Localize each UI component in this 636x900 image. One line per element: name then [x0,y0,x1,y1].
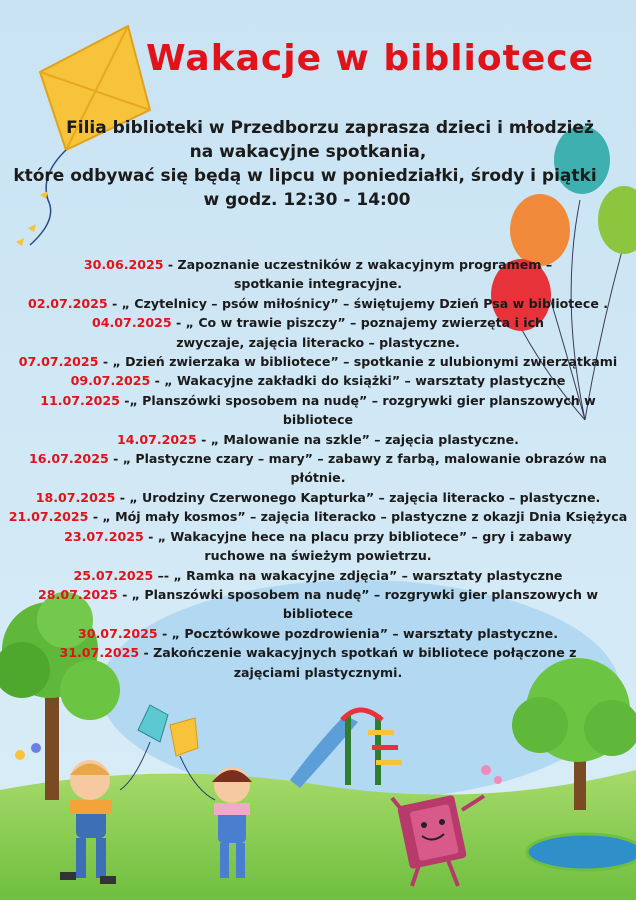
program-date: 30.06.2025 [83,257,164,272]
program-text: - „ Dzień zwierzaka w bibliotece” – spotkanie z ulubionymi zwierzątkami [98,354,618,370]
program-text: -„ Planszówki sposobem na nudę” – rozgrywki gier planszowych w bibliotece [119,392,596,428]
program-item [6,527,630,566]
program-date: 21.07.2025 [8,509,89,525]
program-text: –- „ Ramka na wakacyjne zdjęcia” – warsztaty plastyczne [153,567,563,583]
program-text: - „ Wakacyjne hece na placu przy bibliotece” – gry i zabawy ruchowe na świeżym powietrzu. [143,528,572,564]
program-item [6,624,630,643]
program-date: 02.07.2025 [27,295,108,311]
program-text: - „ Planszówki sposobem na nudę” – rozgrywki gier planszowych w bibliotece [117,586,598,622]
program-item [6,507,630,526]
program-date: 30.07.2025 [78,625,158,641]
intro-text [0,116,636,212]
program-date: 31.07.2025 [59,645,140,661]
program-date: 18.07.2025 [35,489,116,505]
intro-line: Filia biblioteki w Przedborzu zaprasza dzieci i młodzież [66,118,594,138]
program-item [6,643,630,682]
program-text: - „ Malowanie na szkle” – zajęcia plastyczne. [196,431,519,447]
program-date: 25.07.2025 [73,567,154,583]
pond-icon [527,834,636,870]
program-date: 04.07.2025 [91,315,172,331]
program-item [6,449,630,488]
program-item [6,255,630,294]
intro-line: na wakacyjne spotkania, [189,142,427,162]
program-text: - Zakończenie wakacyjnych spotkań w bibliotece połączone z zajęciami plastycznymi. [139,645,577,680]
program-date: 23.07.2025 [64,528,144,544]
program-item [6,430,630,449]
program-item [6,352,630,371]
program-text: - „ Mój mały kosmos” – zajęcia literacko – plastyczne z okazji Dnia Księżyca [88,509,628,525]
program-date: 14.07.2025 [117,431,197,447]
program-date: 11.07.2025 [40,392,120,408]
program-date: 09.07.2025 [70,373,151,389]
program-item [6,294,630,313]
program-text: - „ Pocztówkowe pozdrowienia” – warsztaty plastyczne. [157,625,558,641]
program-list [6,255,630,682]
program-date: 07.07.2025 [18,354,99,370]
program-item [6,371,630,390]
program-item [6,313,630,352]
intro-line: które odbywać się będą w lipcu w poniedziałki, środy i piątki [13,166,597,186]
program-text: - „ Co w trawie piszczy” – poznajemy zwierzęta i ich zwyczaje, zajęcia literacko – plastyczne. [171,315,545,350]
program-item [6,566,630,585]
intro-line: w godz. 12:30 - 14:00 [203,190,411,210]
program-text: - „ Urodziny Czerwonego Kapturka” – zajęcia literacko – plastyczne. [115,489,601,505]
program-text: - Zapoznanie uczestników z wakacyjnym programem – spotkanie integracyjne. [163,257,553,292]
program-text: - „ Wakacyjne zakładki do książki” – warsztaty plastyczne [150,373,566,389]
program-item [6,585,630,624]
page-title: Wakacje w bibliotece [145,38,595,79]
program-text: - „ Czytelnicy – psów miłośnicy” – świętujemy Dzień Psa w bibliotece . [107,295,609,311]
program-date: 28.07.2025 [38,586,118,602]
program-date: 16.07.2025 [29,451,109,467]
program-item [6,391,630,430]
program-text: - „ Plastyczne czary – mary” – zabawy z farbą, malowanie obrazów na płótnie. [108,451,607,486]
program-item [6,488,630,507]
